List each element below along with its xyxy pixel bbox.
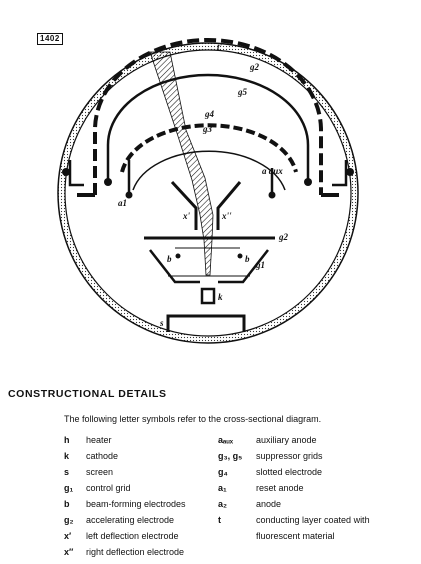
right-support-pin: [346, 168, 354, 176]
cathode: [202, 289, 214, 303]
label-aaux: a aux: [262, 166, 283, 176]
label-k: k: [218, 292, 223, 302]
legend-item: a₂ anode: [218, 499, 282, 509]
g5-left-end: [104, 178, 112, 186]
label-g2-mid: g2: [279, 232, 288, 242]
legend-item: g₂ accelerating electrode: [64, 515, 175, 525]
legend-item: fluorescent material: [256, 531, 335, 541]
label-b-left: b: [167, 254, 172, 264]
g5-right-end: [304, 178, 312, 186]
legend-item: s screen: [64, 467, 114, 477]
legend-item: g₁ control grid: [64, 483, 131, 493]
legend-item: g₃, g₅ suppressor grids: [218, 451, 323, 461]
legend-item: aₐᵤₓ auxiliary anode: [218, 435, 317, 445]
intro-text: The following letter symbols refer to the cross-sectional diagram.: [64, 414, 322, 424]
label-t: t': [217, 42, 223, 52]
label-a1: a1: [118, 198, 127, 208]
label-g2-top: g2: [250, 62, 259, 72]
label-g5: g5: [238, 87, 247, 97]
legend-left: [64, 432, 186, 560]
legend-item: k cathode: [64, 451, 119, 461]
legend-item: b beam-forming electrodes: [64, 499, 186, 509]
section-title: CONSTRUCTIONAL DETAILS: [8, 388, 167, 400]
label-s: s: [160, 318, 164, 328]
legend-item: t conducting layer coated with: [218, 515, 370, 525]
legend-item: x″ right deflection electrode: [64, 547, 185, 557]
legend-item: g₄ slotted electrode: [218, 467, 323, 477]
label-b-right: b: [245, 254, 250, 264]
left-support-pin: [62, 168, 70, 176]
b-left-dot: [176, 254, 181, 259]
figure-tag: 1402: [37, 33, 63, 45]
label-g3: g3: [203, 124, 212, 134]
aaux-end: [269, 192, 276, 199]
b-right-dot: [238, 254, 243, 259]
legend-item: a₁ reset anode: [218, 483, 304, 493]
label-x-right: x'': [222, 211, 232, 221]
label-x-left: x': [183, 211, 191, 221]
legend-item: h heater: [64, 435, 112, 445]
label-g4: g4: [205, 109, 214, 119]
legend-right: [218, 432, 370, 544]
legend-item: x′ left deflection electrode: [64, 531, 179, 541]
label-g1: g1: [256, 260, 265, 270]
